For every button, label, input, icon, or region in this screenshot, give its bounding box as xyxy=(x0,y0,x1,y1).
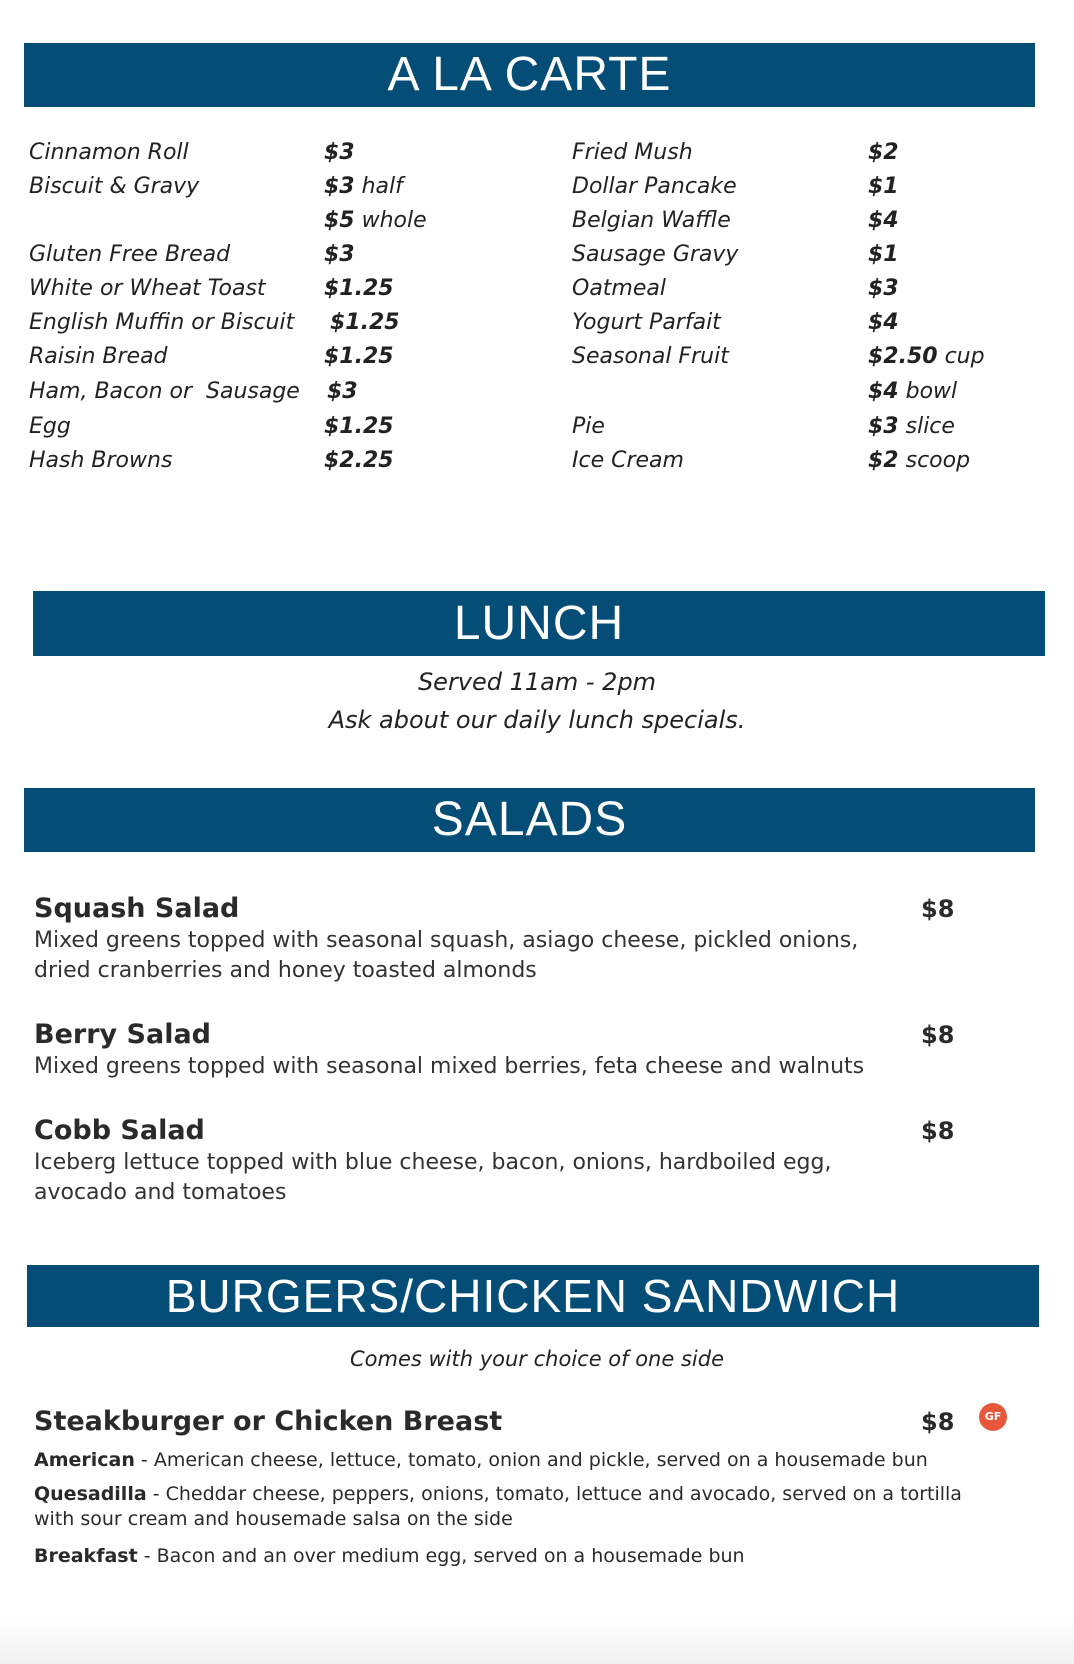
burger-option-name: American xyxy=(34,1449,135,1471)
menu-item-name: Sausage Gravy xyxy=(572,242,739,267)
menu-item-name: Yogurt Parfait xyxy=(572,310,721,335)
menu-item-name: Belgian Waffle xyxy=(572,208,731,233)
salad-price: $8 xyxy=(921,1021,955,1049)
burgers-side-note: Comes with your choice of one side xyxy=(349,1347,724,1371)
menu-item-price: $3 slice xyxy=(868,414,955,439)
menu-item-price: $1.25 xyxy=(330,310,400,335)
menu-item-name: Gluten Free Bread xyxy=(29,242,231,267)
menu-item-price: $2 scoop xyxy=(868,448,971,473)
menu-item-name: Fried Mush xyxy=(572,140,693,165)
menu-item-price: $1 xyxy=(868,242,899,267)
menu-item-price: $5 whole xyxy=(324,208,427,233)
lunch-title: LUNCH xyxy=(453,597,625,650)
salad-price: $8 xyxy=(921,1117,955,1145)
burger-option-desc: - Cheddar cheese, peppers, onions, tomato, lettuce and avocado, served on a tortilla with sour cream and housemade salsa on the side xyxy=(34,1483,962,1530)
burger-option-desc: - Bacon and an over medium egg, served on a housemade bun xyxy=(137,1545,745,1567)
burgers-title: BURGERS/CHICKEN SANDWICH xyxy=(165,1270,901,1322)
burger-option xyxy=(34,1448,964,1473)
burger-option xyxy=(34,1482,964,1532)
salad-name: Cobb Salad xyxy=(34,1115,205,1146)
menu-item-price: $1.25 xyxy=(324,276,394,301)
burgers-header xyxy=(27,1265,1039,1327)
menu-item-name: Pie xyxy=(572,414,605,439)
a-la-carte-title: A LA CARTE xyxy=(387,48,672,101)
a-la-carte-header xyxy=(24,43,1035,107)
menu-item-name: English Muffin or Biscuit xyxy=(29,310,295,335)
salad-price: $8 xyxy=(921,895,955,923)
menu-item-price: $1.25 xyxy=(324,344,394,369)
salads-header xyxy=(24,788,1035,852)
menu-item-price: $4 bowl xyxy=(868,379,958,404)
menu-item-name: Cinnamon Roll xyxy=(29,140,189,165)
burger-option-name: Quesadilla xyxy=(34,1483,147,1505)
menu-item-price: $3 xyxy=(324,242,355,267)
salad-description: Mixed greens topped with seasonal mixed berries, feta cheese and walnuts xyxy=(34,1054,865,1079)
gluten-free-badge: GF xyxy=(979,1403,1007,1431)
lunch-hours: Served 11am - 2pm xyxy=(417,668,657,696)
menu-item-price: $3 half xyxy=(324,174,403,199)
salad-description: Iceberg lettuce topped with blue cheese, bacon, onions, hardboiled egg, avocado and tomatoes xyxy=(34,1150,832,1205)
menu-item-name: Ice Cream xyxy=(572,448,684,473)
burger-item-price: $8 xyxy=(921,1408,955,1436)
page-bottom-edge xyxy=(0,1620,1074,1664)
menu-item-price: $3 xyxy=(327,379,358,404)
menu-item-name: Dollar Pancake xyxy=(572,174,737,199)
menu-item-price: $2.25 xyxy=(324,448,394,473)
salad-name: Berry Salad xyxy=(34,1019,211,1050)
menu-item-name: Hash Browns xyxy=(29,448,173,473)
menu-item-name: White or Wheat Toast xyxy=(29,276,266,301)
salad-description: Mixed greens topped with seasonal squash, asiago cheese, pickled onions, dried cranberries and honey toasted almonds xyxy=(34,928,859,983)
menu-item-name: Raisin Bread xyxy=(29,344,168,369)
burger-option-desc: - American cheese, lettuce, tomato, onion and pickle, served on a housemade bun xyxy=(134,1449,928,1471)
menu-item-name: Egg xyxy=(29,414,71,439)
menu-item-price: $4 xyxy=(868,208,899,233)
menu-item-price: $2.50 cup xyxy=(868,344,985,369)
lunch-specials-note: Ask about our daily lunch specials. xyxy=(328,706,746,734)
menu-item-price: $1 xyxy=(868,174,899,199)
burger-option xyxy=(34,1544,964,1569)
menu-item-name: Oatmeal xyxy=(572,276,666,301)
menu-item-name: Seasonal Fruit xyxy=(572,344,729,369)
menu-item-price: $4 xyxy=(868,310,899,335)
menu-item-price: $3 xyxy=(868,276,899,301)
lunch-header xyxy=(33,591,1045,656)
salads-title: SALADS xyxy=(431,793,628,846)
menu-item-name: Biscuit & Gravy xyxy=(29,174,200,199)
menu-item-price: $1.25 xyxy=(324,414,394,439)
menu-item-price: $3 xyxy=(324,140,355,165)
salad-name: Squash Salad xyxy=(34,893,240,924)
burger-item-name: Steakburger or Chicken Breast xyxy=(34,1406,503,1437)
burger-option-name: Breakfast xyxy=(34,1545,138,1567)
menu-item-name: Ham, Bacon or Sausage xyxy=(29,379,300,404)
menu-item-price: $2 xyxy=(868,140,899,165)
